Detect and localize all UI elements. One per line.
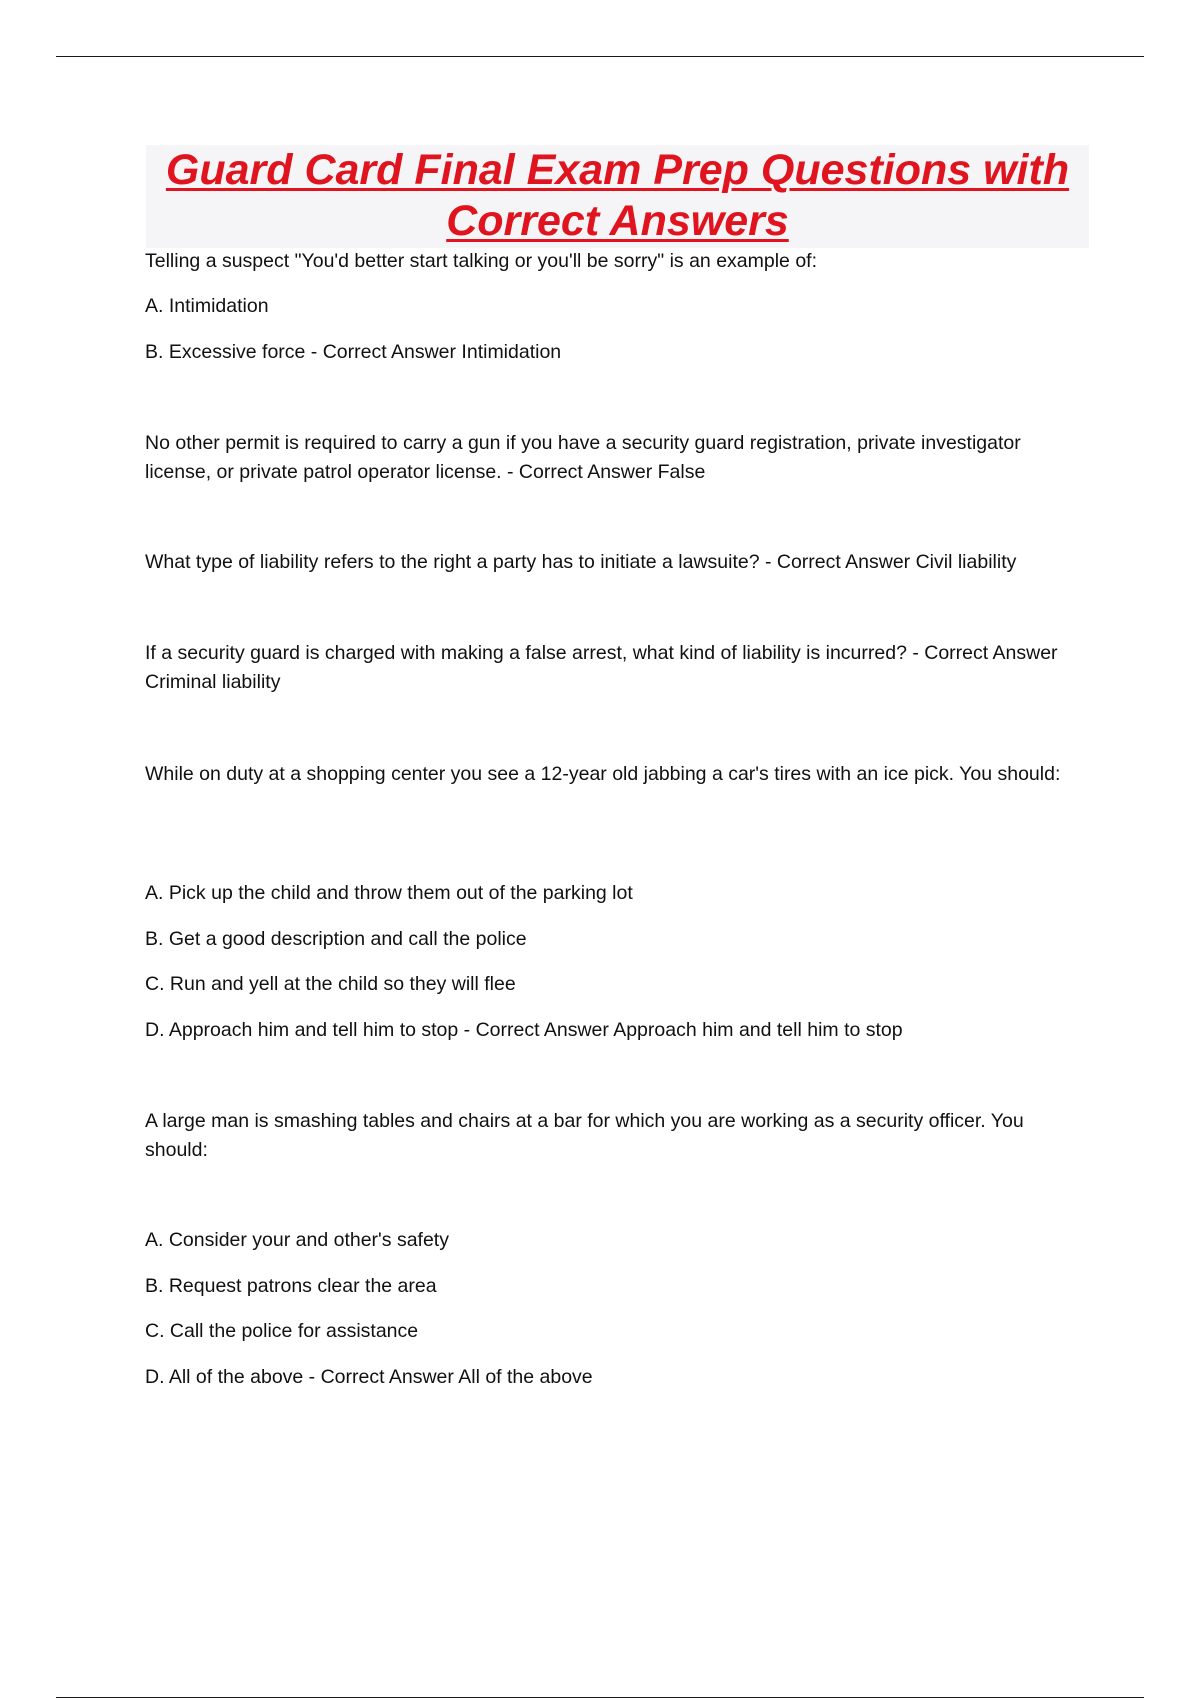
question-6-option-d: D. All of the above - Correct Answer All of the above	[145, 1366, 593, 1388]
question-6: A large man is smashing tables and chairs at a bar for which you are working as a security officer. You should:	[145, 1110, 1024, 1161]
question-1: Telling a suspect "You'd better start talking or you'll be sorry" is an example of:	[145, 250, 817, 272]
question-5-option-b: B. Get a good description and call the police	[145, 928, 527, 950]
question-5-option-c: C. Run and yell at the child so they will flee	[145, 973, 516, 995]
title-line-1: Guard Card Final Exam Prep Questions with	[165, 146, 1070, 194]
question-5-option-a: A. Pick up the child and throw them out of the parking lot	[145, 882, 633, 904]
question-5-option-d: D. Approach him and tell him to stop - Correct Answer Approach him and tell him to stop	[145, 1019, 903, 1041]
title-line-2: Correct Answers	[446, 197, 789, 245]
question-6-option-a: A. Consider your and other's safety	[145, 1229, 449, 1251]
question-2: No other permit is required to carry a gun if you have a security guard registration, private investigator license, or private patrol operator license. - Correct Answer False	[145, 432, 1021, 483]
question-4: If a security guard is charged with making a false arrest, what kind of liability is incurred? - Correct Answer Criminal liability	[145, 642, 1058, 693]
question-5: While on duty at a shopping center you see a 12-year old jabbing a car's tires with an ice pick. You should:	[145, 763, 1061, 785]
footer-rule	[56, 1697, 1144, 1698]
question-6-option-b: B. Request patrons clear the area	[145, 1275, 437, 1297]
header-rule	[56, 56, 1144, 57]
question-6-option-c: C. Call the police for assistance	[145, 1320, 419, 1342]
question-3: What type of liability refers to the right a party has to initiate a lawsuite? - Correct Answer Civil liability	[145, 551, 1017, 573]
document-title	[146, 145, 1089, 248]
question-1-option-a: A. Intimidation	[145, 295, 269, 317]
question-1-option-b: B. Excessive force - Correct Answer Intimidation	[145, 341, 562, 363]
